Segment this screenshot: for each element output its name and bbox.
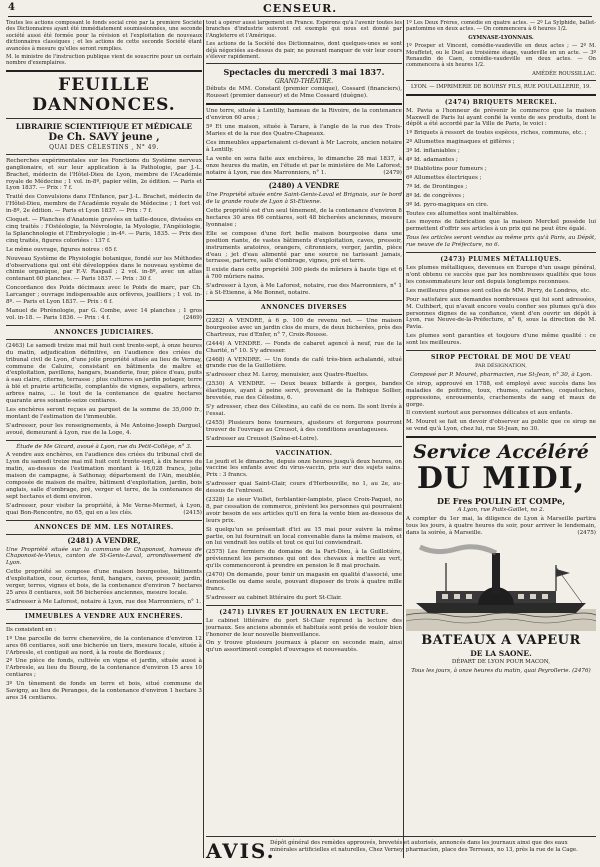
sale-notice [206, 156, 402, 177]
divider [6, 609, 202, 610]
sirop-text: Ce sirop, approuvé en 1788, est employé avec succès dans les maladies de poitrine, toux, rhumes, catarrhes, coqueluches, oppressions, enrouements, crachements de sang et maux de gorge. [406, 380, 596, 408]
misc-notice: S'y adresser, chez des Célestins, au café de ce nom. Ils sont livrés à l'essai. [206, 403, 402, 417]
misc-notice: S'adresser au Creusot (Saône-et-Loire). [206, 435, 319, 442]
book-listing: Traité des Convulsions dans l'Enfance, par J.-L. Brachet, médecin de l'Hôtel-Dieu, membre de l'Académie royale de Médecine ; 1 fort vol. in-8º, 2e édition. — Paris et Lyon 1837. — Prix : 7 f. [6, 194, 202, 215]
sale-notice: Elle se compose d'une fort belle maison bourgeoise dans une position riante, de vastes bâtiments d'exploitation, caves, pressoir, instruments aratoires, orangers, citronniers, verger, jardin, pièce d'eau ; jet d'eau alimenté par une source ne tarissant jamais, terrasse, parterre, salle d'ombrage, vignes, pré et terre. [206, 230, 402, 265]
briquets-item: 3º Id. inflaniables ; [406, 148, 460, 155]
notaire-heading: (2481) A VENDRE, [67, 535, 141, 545]
column-rule-1 [203, 20, 204, 858]
service-title: Service Accéléré [413, 441, 589, 464]
misc-notice: (2444) A VENDRE. — Fonds de cabaret agencé à neuf, rue de la Charité, n° 10. S'y adresser. [206, 340, 402, 354]
page-number: 4 [8, 2, 15, 13]
encheres-item: 1º Une parcelle de terre chenevière, de la contenance d'environ 12 ares 66 centiares, soit une bicherée un tiers, mesure locale, située à l'Arbresle, et contiguë au nord, à la route de Bordeaux ; [6, 635, 202, 656]
reference-number: (2479) [383, 169, 402, 176]
misc-notice: S'adresser chez M. Leroy, menuisier, aux Quatre-Rueltes. [206, 372, 369, 379]
divider [6, 534, 202, 535]
sale-notice: Il existe dans cette propriété 300 pieds de mûriers à haute tige et 6 à 700 mûriers nains. [206, 267, 402, 281]
sirop-author: Composé par P. Mouret, pharmacien, rue St-Jean, n° 30, à Lyon. [410, 371, 592, 378]
newspaper-title: CENSEUR. [262, 2, 338, 15]
sirop-subtitle: PAR DÉSIGNATION, [475, 363, 527, 370]
divider [406, 80, 596, 81]
divider [206, 179, 402, 180]
briquets-item: 2º Allumettes maginaques et giflères ; [406, 139, 515, 146]
theatre-name: GYMNASE-LYONNAIS. [468, 34, 534, 41]
divider [6, 520, 202, 521]
theatre-program: 1º Les Deux Frères, comédie en quatre actes. — 2º La Sylphide, ballet-pantomime en deux actes. — On commencera à 6 heures 1/2. [406, 20, 596, 33]
librairie-address: QUAI DES CÉLESTINS , N° 49. [49, 143, 159, 151]
judicial-notice: Les enchères seront reçues au parquet de la somme de 35,000 fr., montant de l'estimation de l'immeuble. [6, 406, 202, 420]
steamboat-icon [406, 539, 596, 631]
sale-notice: Une terre, située à Lentilly, hameau de la Rivoire, de la contenance d'environ 60 ares ; [206, 108, 402, 122]
theatre-program: 1º Prosper et Vincent, comédie-vaudeville en deux actes ; — 2º M. Mouffetet, ou le Duel au troisième étage, vaudeville en un acte. — 3º Renaudin de Caen, comédie-vaudeville en deux actes. — On commencera à six heures 1/2. [406, 43, 596, 69]
service-company: DE Fres POULIN ET COMPe, [436, 496, 566, 507]
avis-word: AVIS. [206, 839, 276, 863]
divider [6, 325, 202, 326]
briquets-text: Tous les articles seront vendus au même prix qu'à Paris, au Dépôt, rue neuve de la Préfecture, no 6. [406, 235, 596, 249]
briquets-item: 4º Id. adamantes ; [406, 157, 458, 164]
avis-advert [206, 836, 596, 863]
divider [406, 252, 596, 253]
bateaux-text-body: Tous les jours, à onze heures du matin, quai Peyrollerie. [411, 667, 571, 674]
divider [406, 94, 596, 96]
steamboat-illustration [406, 539, 596, 631]
misc-notice: (2455) Plusieurs bons tourneurs, ajusteurs et forgerons pourront trouver de l'ouvrage au Creusot, à des conditions avantageuses. [206, 419, 402, 433]
briquets-title: (2474) BRIQUETS MERCKEL. [444, 98, 558, 106]
misc-notice: (2575) Les fermiers du domaine de la Part-Dieu, à la Guillotière, préviennent les personnes qui ont des chevaux à mettre au vert, qu'ils commenceront à prendre en pension le 8 mai prochain. [206, 549, 402, 570]
book-listing: Recherches expérimentales sur les Fonctions du Système nerveux ganglionaire, et sur leur application à la Pathologie, par J.-L. Brachet, médecin de l'Hôtel-Dieu de Lyon, membre de l'Académie royale de Médecine ; 1 vol. in-8º, papier vélin, 2e édition. — Paris et Lyon 1837. — Prix : 7 f. [6, 157, 202, 192]
sirop-title: SIROP PECTORAL DE MOU DE VEAU [431, 354, 571, 362]
plumes-text: Les plumes sont garanties et toujours d'une même qualité : ce sont les meilleures. [406, 333, 596, 347]
plumes-text: Les plumes métalliques, devenues en Europe d'un usage général, n'ont obtenu ce succès que par les nombreuses qualités que tous les consommateurs leur ont depuis longtemps reconnues. [406, 265, 596, 285]
misc-notice: (2468) A VENDRE. — Un fonds de café très-bien achalandé, situé grande rue de la Guillotière. [206, 356, 402, 370]
briquets-text: M. Pavia a l'honneur de prévenir le commerce que la maison Maxwell de Paris lui ayant confié la vente de ses produits, dont le dépôt a été accordé par la Ville de Paris, le voici : [406, 107, 596, 128]
sale-notice: Ces immeubles appartenaient ci-devant à Mr Lacroix, ancien notaire à Lentilly. [206, 139, 402, 153]
briquets-item: 9º Id. pyro-magiques en cire. [406, 201, 489, 208]
bateaux-title: BATEAUX A VAPEUR [421, 632, 581, 648]
divider [206, 103, 402, 105]
plumes-text: Les meilleures plumes sont celles de MM. Perry, de Londres, etc. [406, 287, 591, 294]
briquets-item: 7º Id. de Drontinges ; [406, 183, 468, 190]
sale-notice: Cette propriété est d'un seul tènement, de la contenance d'environ 8 hectares 30 ares 66 centiares, soit 48 bicherées anciennes, mesure lyonnaise ; [206, 208, 402, 228]
encheres-title: IMMEUBLES A VENDRE AUX ENCHÈRES. [25, 612, 183, 620]
misc-notice: (2282) A VENDRE, à 6 p. 100 de revenu net. — Une maison bourgeoise avec un jardin clos de murs, de deux bicherées, près des Chartreux, rue d'Enfer, n° 7, Croix-Rousse. [206, 318, 402, 338]
misc-notice: (2530) A VENDRE. — Deux beaux billards à gorges, bandes élastiques, ayant à peine servi, provenant de la Rebique Sollier, brevetée, rue des Célestins, 6. [206, 381, 402, 402]
column-middle [206, 20, 402, 858]
diverses-title: ANNONCES DIVERSES [260, 304, 348, 311]
encheres-item: Ils consistent en : [6, 626, 57, 633]
vaccination-title: VACCINATION. [275, 449, 333, 457]
sirop-text: Il convient surtout aux personnes délicates et aux enfants. [406, 410, 573, 417]
book-listing: Concordance des Poids décimaux avec le Poids de marc, par Ch. Larcanger ; ouvrage indispensable aux orfèvres, joailliers ; 1 vol. in-8º. — Paris et Lyon 1837. — Prix : 6 f. [6, 285, 202, 306]
divider [206, 300, 402, 301]
notaires-title: ANNONCES DE MM. LES NOTAIRES. [34, 523, 174, 531]
column-right [406, 20, 596, 858]
service-text [406, 516, 596, 537]
judicial-notice [6, 503, 202, 517]
notaire-notice: Une Propriété située sur la commune de Chaponost, hameau de Chaponost-le-Vieux, canton de St-Genis-Laval, arrondissement de Lyon. [6, 546, 202, 567]
divider [6, 339, 202, 340]
judicial-notice: A vendre aux enchères, en l'audience des criées du tribunal civil de Lyon du samedi treize mai mil huit cent trente-sept, à dix heures du matin, au-dessus de l'estimation montant à 16,028 francs, jolie maison de campagne, à Sathonay, département de l'Ain, meublée, composée de maison de maître, bâtiment d'exploitation, jardin, bois anglais, salle d'ombrage, pré, verger et terre, de la contenance de sept hectares et demi environ. [6, 452, 202, 500]
theatre-name: GRAND-THÉATRE. [274, 78, 334, 86]
divider [406, 350, 596, 351]
divider [6, 118, 202, 119]
book-listing: Le même ouvrage, figures noires : 65 f. [6, 246, 118, 253]
sale-notice: Une Propriété située entre Saint-Genis-Laval et Brignais, sur le bord de la grande route de Lyon à St-Etienne. [206, 192, 402, 206]
intro-paragraph: M. le ministre de l'instruction publique vient de souscrire pour un certain nombre d'exemplaires. [6, 54, 202, 67]
spectacles-text: Débuts de MM. Constant (premier comique), Cossard (financiers), Rousset (premier danseur) et de Mme Cossard (duègne). [206, 86, 402, 100]
misc-notice: S'adresser au cabinet littéraire du port St-Clair. [206, 594, 342, 601]
librairie-owner: De Ch. SAVY jeune , [48, 131, 160, 143]
judiciaires-title: ANNONCES JUDICIAIRES. [54, 328, 154, 336]
bateaux-route: DÉPART DE LYON POUR MACON, [451, 658, 551, 665]
bateaux-subtitle: DE LA SAONE. [470, 648, 532, 658]
sale-notice: S'adresser à Lyon, à Me Laforest, notaire, rue des Marronniers, n° 1 ; à St-Etienne, à Me Bonnet, notaire. [206, 283, 402, 297]
librairie-title: LIBRAIRIE SCIENTIFIQUE ET MÉDICALE [15, 121, 193, 131]
divider [6, 70, 202, 72]
misc-notice: (2328) Le sieur Viollet, ferblantier-lampiste, place Croix-Paquet, no 8, par cessation de commerce, prévient les personnes qui pourraient avoir besoin de ses articles qu'il en fera la vente bien au-dessous de leurs prix. [206, 497, 402, 524]
divider [206, 314, 402, 315]
book-listing [6, 308, 202, 322]
judicial-notice: (2463) Le samedi treize mai mil huit cent trente-sept, à onze heures du matin, adjudication définitive, en l'audience des criées du tribunal civil de Lyon, d'une jolie propriété située au lieu de Vernay, commune de Caluire, consistant en bâtiments de maître et d'exploitation, pavillons, hangars, buanderie, four, pièce d'eau, puits à eau claire, citerne, terrasse ; plus cultures en jardin potager, terre à blé et prairie artificielle, complantés de vignes, espaliers, arbres, arbres nains, ... le tout de la contenance de quatre hectares quarante ares soixante-seize centiares. [6, 342, 202, 405]
briquets-item: 8º Id. de congrèves ; [406, 192, 465, 199]
running-header [8, 2, 592, 17]
briquets-text: Toutes ces allumettes sont inaltérables. [406, 210, 519, 217]
printer-line: LYON. — IMPRIMERIE DE BOURSY FILS, RUE POULAILLERIE, 19. [411, 84, 591, 91]
divider [206, 446, 402, 447]
briquets-item: 1º Briquets à ressort de toutes espèces, riches, communs, etc. ; [406, 130, 587, 137]
livres-title: (2471) LIVRES ET JOURNAUX EN LECTURE. [219, 608, 389, 616]
misc-notice: On y trouve plusieurs journaux à placer en seconde main, ainsi qu'un assortiment complet d'ouvrages et nouveautés. [206, 640, 402, 654]
spectacles-title: Spectacles du mercredi 3 mai 1837. [223, 67, 385, 78]
column-left [6, 20, 202, 858]
divider [406, 436, 596, 438]
misc-notice: Si quelqu'un se présentait d'ici au 15 mai pour suivre la même partie, on lui fournirait un local convenable dans la même maison, et on lui vendrait les outils et tout ce qui lui conviendrait. [206, 526, 402, 547]
judicial-notice-text: S'adresser, pour visiter la propriété, à Me Verne-Mermet, à Lyon, quai Bon-Rencontre, no 65, qui en a les clés. [6, 502, 202, 516]
service-midi: DU MIDI, [416, 461, 586, 497]
misc-notice: Le jeudi et le dimanche, depuis onze heures jusqu'à deux heures, on vaccine les enfants avec du virus-vaccin, pris sur des sujets sains. Prix : 3 francs. [206, 458, 402, 479]
sale-notice: 5º Et une maison, située à Tarare, à l'angle de la rue des Trois-Maries et de la rue des Quatre-Chapeaux. [206, 124, 402, 137]
editor-signature: AMÉDÉE ROUSSILLAC. [532, 70, 596, 77]
avis-text: Dépôt général des remèdes approuvés, brevetés et autorisés, annoncés dans les journaux ainsi que des eaux minérales artificielles et naturelles, Chez Verney, pharmacien, place des Terreaux, no 13, près la rue de la Cage. [270, 840, 578, 853]
intro-paragraph: Toutes les actions composant le fonds social créé par la première Société des Dictionnaires ayant été immédiatement soumissionnées, une seconde société aussi été formée pour la révision et l'exploitation de nouveaux dictionnaires classiques ; et les actions de cette seconde Société étant avancées à mesure qu'elles seront remplies. [6, 20, 202, 52]
encheres-item: 2º Une pièce de fonds, cultivée en vigne et jardin, située aussi à l'Arbresle, au lieu du Bourg, de la contenance d'environ 15 ares 10 centiares ; [6, 658, 202, 679]
misc-notice: S'adresser quai Saint-Clair, cours d'Herbouville, no 1, au 2e, au-dessus de l'entresol. [206, 481, 402, 495]
judicial-notice: S'adresser, pour les renseignements, à Me Antoine-Joseph Darguel, avoué, demeurant à Lyon, rue de la Loge, 4. [6, 422, 202, 436]
sale-heading: (2480) A VENDRE [268, 181, 340, 191]
intro-paragraph: Les actions de la Société des Dictionnaires, dont quelques-unes se sont déjà négociées au-dessus du pair, ne pouvant manquer de voir leur cours s'élever rapidement. [206, 41, 402, 61]
bateaux-text [406, 668, 596, 675]
plumes-text: Pour satisfaire aux demandes nombreuses qui lui sont adressées, M. Cuthbert, qui n'avait encore voulu confier ses plumes qu'à des personnes dignes de sa confiance, vient d'en ouvrir un dépôt à Lyon, rue Neuve-de-la-Préfecture, n° 6, sous la direction de M. Pavia. [406, 296, 596, 331]
notaire-notice: Cette propriété se compose d'une maison bourgeoise, bâtiments d'exploitation, cour, écuries, fenil, hangars, caves, pressoir, jardin, verger, terres, vignes et bois, de la contenance d'environ 7 hectares 25 ares 8 centiares, soit 56 bicherées anciennes, mesure locale. [6, 569, 202, 596]
divider [206, 63, 402, 64]
service-address: A Lyon, rue Puits-Gaillet, no 2. [457, 507, 545, 514]
briquets-item: 6º Allumettes électriques ; [406, 174, 482, 181]
book-listing: Cloquet. — Planches d'Anatomie gravées en taille-douce, divisées en cinq traités : l'Ostéologie, la Névrologie, la Myologie, l'Angéiologie, la Splanchnologie et l'Embryologie ; in-4º. — Paris, 1835. — Prix des cinq traités, figures coloriées : 137 f. [6, 217, 202, 244]
notaire-notice: S'adresser à Me Laforest, notaire à Lyon, rue des Marronniers, n° 1. [6, 598, 201, 605]
briquets-item: 5º Diablotins pour fumeurs ; [406, 166, 487, 172]
divider [6, 623, 202, 624]
feuille-dannonces-title: FEUILLE DANNONCES. [32, 74, 176, 115]
reference-number: (2476) [572, 667, 591, 674]
book-listing-text: Manuel de Phrénologie, par G. Combe, avec 14 planches ; 1 gros vol. in-18. — Paris 1836. — Prix : 4 f. [6, 307, 202, 321]
etude-heading: Étude de Me Gicard, avoué à Lyon, rue du Petit-Collège, n° 3. [16, 443, 192, 450]
misc-notice: (2470) On demande, pour tenir un magasin en qualité d'associé, une demoiselle ou dame seule, pouvant disposer de trois à quatre mille francs. [206, 572, 402, 592]
encheres-item: 3º Un tènement de fonds en terre et bois, situé commune de Savigny, au lieu de Peranges, de la contenance d'environ 1 hectare 3 ares 34 centiares. [6, 681, 202, 701]
divider [206, 605, 402, 606]
reference-number: (2475) [577, 529, 596, 536]
sirop-text: M. Mouret se fait un devoir d'observer au public que ce sirop ne se vend qu'à Lyon, chez lui, rue St-Jean, no 30. [406, 419, 596, 433]
reference-number: (2469) [183, 314, 202, 321]
service-text-body: A compter du 1er mai, la diligence de Lyon à Marseille partira tous les jours, à quatre heures du soir, pour arriver le lendemain, dans la soirée, à Marseille. [406, 516, 596, 536]
plumes-title: (2473) PLUMES MÉTALLIQUES. [440, 256, 562, 264]
briquets-text: Les moyens de fabrication que la maison Merckel possède lui permettent d'offrir ses articles à un prix qui ne peut être égalé. [406, 219, 596, 233]
book-listing: Nouveau Système de Physiologie botanique, fondé sur les Méthodes d'observations qui ont été développées dans le nouveau système de chimie organique, par F.-V. Raspail ; 2 vol. in-8º, avec un atlas contenant 60 planches. — Paris 1837. — Prix : 30 f. [6, 255, 202, 283]
divider [6, 440, 202, 441]
column-rule-2 [403, 20, 404, 858]
misc-notice: Le cabinet littéraire du port St-Clair reprend la lecture des journaux. Ses anciens abonnés et habitués sont priés de vouloir bien l'honorer de leur nouvelle bienveillance. [206, 617, 402, 638]
reference-number: (2415) [183, 509, 202, 516]
sale-notice-text: La vente en sera faite aux enchères, le dimanche 28 mai 1837, à onze heures du matin, en l'étude et par le ministère de Me Laforest, notaire à Lyon, rue des Marronniers, n° 1. [206, 155, 402, 176]
intro-paragraph: tout à opérer aussi largement en France. Espérons qu'à l'avenir toutes les branches d'industrie suivront cet exemple qui nous est donné par l'Angleterre et l'Amérique. [206, 20, 402, 39]
divider [6, 154, 202, 155]
